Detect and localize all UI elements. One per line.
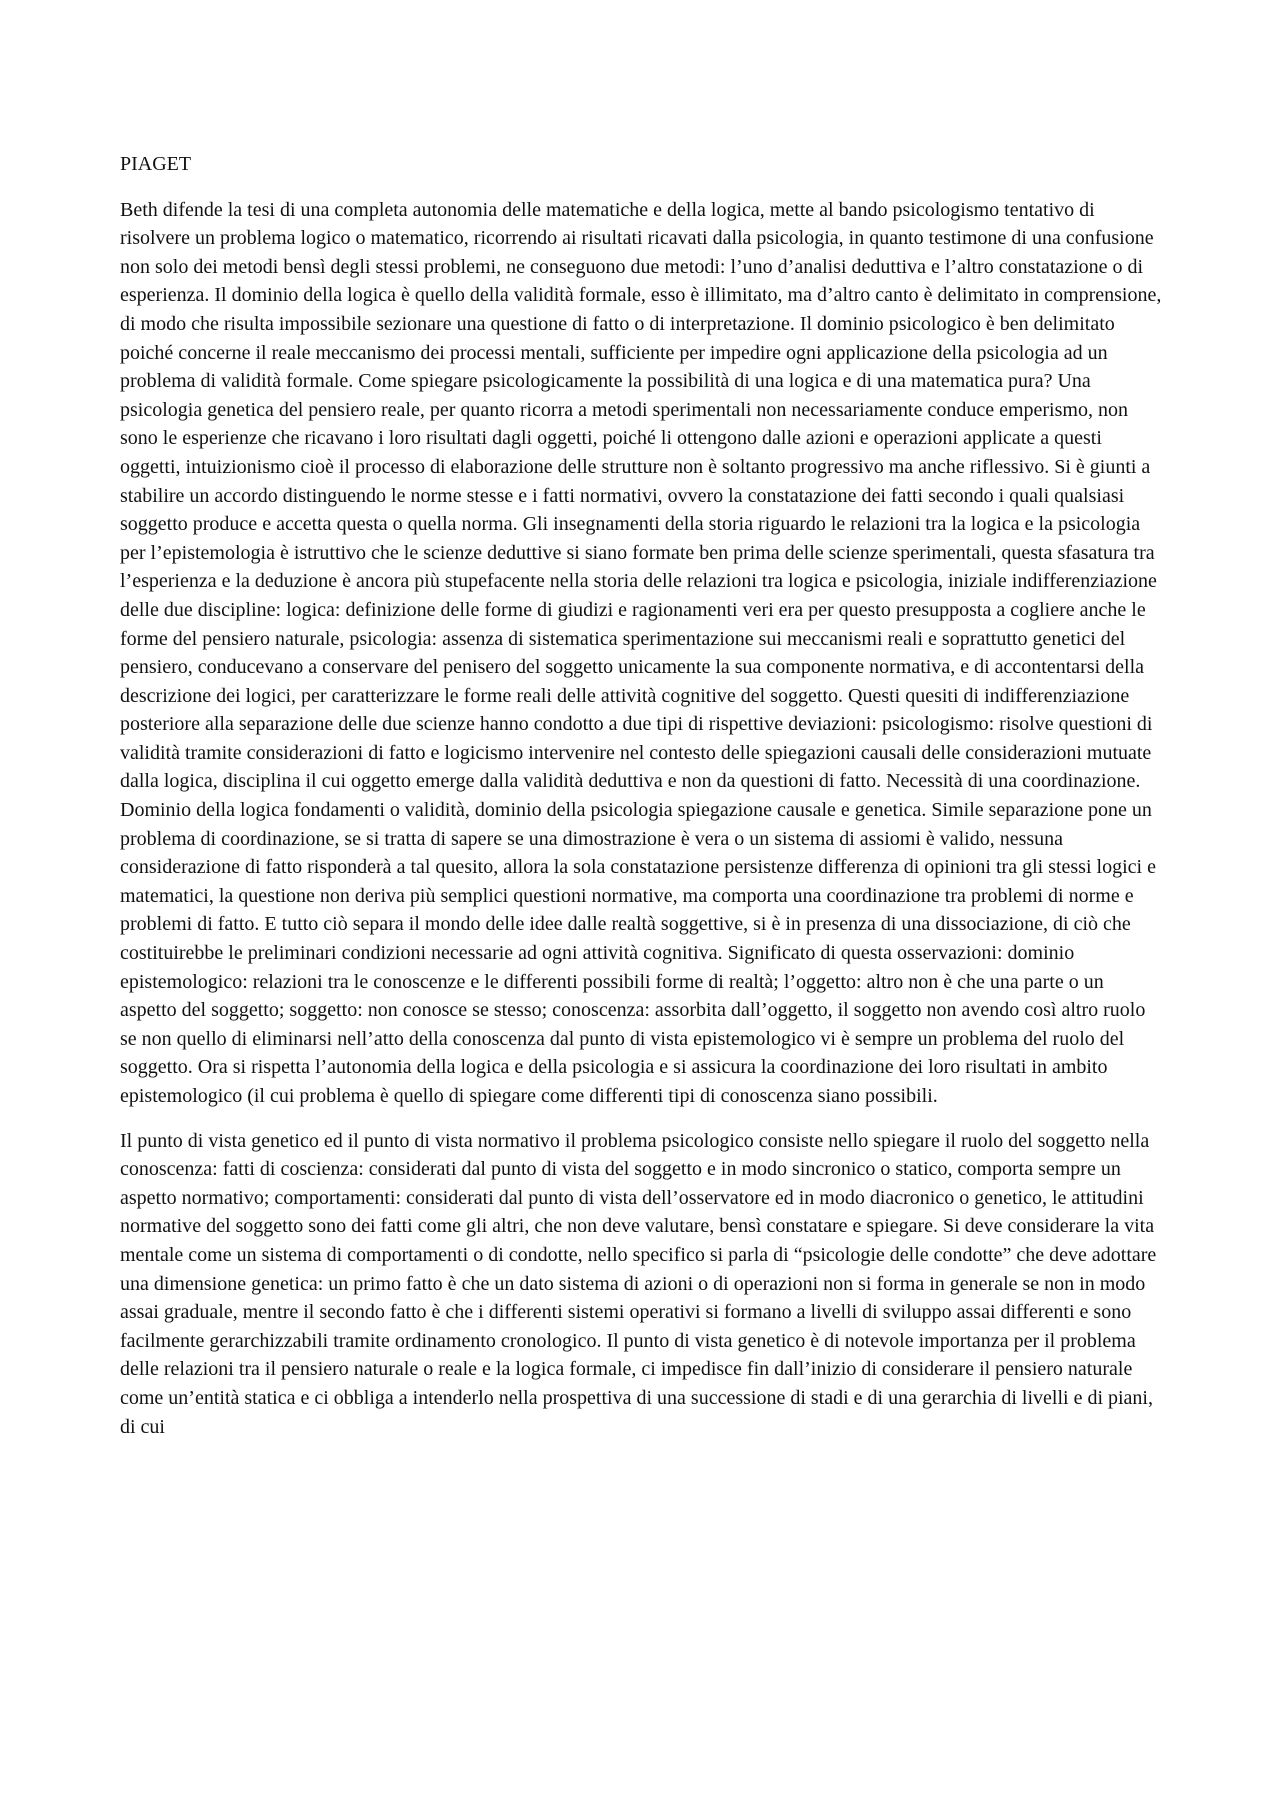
document-body	[120, 150, 1165, 1457]
paragraph-1: Beth difende la tesi di una completa autonomia delle matematiche e della logica, mette al bando psicologismo tentativo di risolvere un problema logico o matematico, ricorrendo ai risultati ricavati dalla psicologia, in quanto testimone di una confusione non solo dei metodi bensì degli stessi problemi, ne conseguono due metodi: l’uno d’analisi deduttiva e l’altro constatazione o di esperienza. Il dominio della logica è quello della validità formale, esso è illimitato, ma d’altro canto è delimitato in comprensione, di modo che risulta impossibile sezionare una questione di fatto o di interpretazione. Il dominio psicologico è ben delimitato poiché concerne il reale meccanismo dei processi mentali, sufficiente per impedire ogni applicazione della psicologia ad un problema di validità formale. Come spiegare psicologicamente la possibilità di una logica e di una matematica pura? Una psicologia genetica del pensiero reale, per quanto ricorra a metodi sperimentali non necessariamente conduce emperismo, non sono le esperienze che ricavano i loro risultati dagli oggetti, poiché li ottengono dalle azioni e operazioni applicate a questi oggetti, intuizionismo cioè il processo di elaborazione delle strutture non è soltanto progressivo ma anche riflessivo. Si è giunti a stabilire un accordo distinguendo le norme stesse e i fatti normativi, ovvero la constatazione dei fatti secondo i quali qualsiasi soggetto produce e accetta questa o quella norma. Gli insegnamenti della storia riguardo le relazioni tra la logica e la psicologia per l’epistemologia è istruttivo che le scienze deduttive si siano formate ben prima delle scienze sperimentali, questa sfasatura tra l’esperienza e la deduzione è ancora più stupefacente nella storia delle relazioni tra logica e psicologia, iniziale indifferenziazione delle due discipline: logica: definizione delle forme di giudizi e ragionamenti veri era per questo presupposta a cogliere anche le forme del pensiero naturale, psicologia: assenza di sistematica sperimentazione sui meccanismi reali e soprattutto genetici del pensiero, conducevano a conservare del penisero del soggetto unicamente la sua componente normativa, e di accontentarsi della descrizione dei logici, per caratterizzare le forme reali delle attività cognitive del soggetto. Questi quesiti di indifferenziazione posteriore alla separazione delle due scienze hanno condotto a due tipi di rispettive deviazioni: psicologismo: risolve questioni di validità tramite considerazioni di fatto e logicismo intervenire nel contesto delle spiegazioni causali delle considerazioni mutuate dalla logica, disciplina il cui oggetto emerge dalla validità deduttiva e non da questioni di fatto. Necessità di una coordinazione. Dominio della logica fondamenti o validità, dominio della psicologia spiegazione causale e genetica. Simile separazione pone un problema di coordinazione, se si tratta di sapere se una dimostrazione è vera o un sistema di assiomi è valido, nessuna considerazione di fatto risponderà a tal quesito, allora la sola constatazione persistenze differenza di opinioni tra gli stessi logici e matematici, la questione non deriva più semplici questioni normative, ma comporta una coordinazione tra problemi di norme e problemi di fatto. E tutto ciò separa il mondo delle idee dalle realtà soggettive, si è in presenza di una dissociazione, di ciò che costituirebbe le preliminari condizioni necessarie ad ogni attività cognitiva. Significato di questa osservazioni: dominio epistemologico: relazioni tra le conoscenze e le differenti possibili forme di realtà; l’oggetto: altro non è che una parte o un aspetto del soggetto; soggetto: non conosce se stesso; conoscenza: assorbita dall’oggetto, il soggetto non avendo così altro ruolo se non quello di eliminarsi nell’atto della conoscenza dal punto di vista epistemologico vi è sempre un problema del ruolo del soggetto. Ora si rispetta l’autonomia della logica e della psicologia e si assicura la coordinazione dei loro risultati in ambito epistemologico (il cui problema è quello di spiegare come differenti tipi di conoscenza siano possibili.	[120, 198, 1162, 1107]
paragraph-2: Il punto di vista genetico ed il punto di vista normativo il problema psicologico consiste nello spiegare il ruolo del soggetto nella conoscenza: fatti di coscienza: considerati dal punto di vista del soggetto e in modo sincronico o statico, comporta sempre un aspetto normativo; comportamenti: considerati dal punto di vista dell’osservatore ed in modo diacronico o genetico, le attitudini normative del soggetto sono dei fatti come gli altri, che non deve valutare, bensì constatare e spiegare. Si deve considerare la vita mentale come un sistema di comportamenti o di condotte, nello specifico si parla di “psicologie delle condotte” che deve adottare una dimensione genetica: un primo fatto è che un dato sistema di azioni o di operazioni non si forma in generale se non in modo assai graduale, mentre il secondo fatto è che i differenti sistemi operativi si formano a livelli di sviluppo assai differenti e sono facilmente gerarchizzabili tramite ordinamento cronologico. Il punto di vista genetico è di notevole importanza per il problema delle relazioni tra il pensiero naturale o reale e la logica formale, ci impedisce fin dall’inizio di considerare il pensiero naturale come un’entità statica e ci obbliga a intenderlo nella prospettiva di una successione di stadi e di una gerarchia di livelli e di piani, di cui	[120, 1129, 1157, 1438]
document-title: PIAGET	[120, 153, 192, 175]
